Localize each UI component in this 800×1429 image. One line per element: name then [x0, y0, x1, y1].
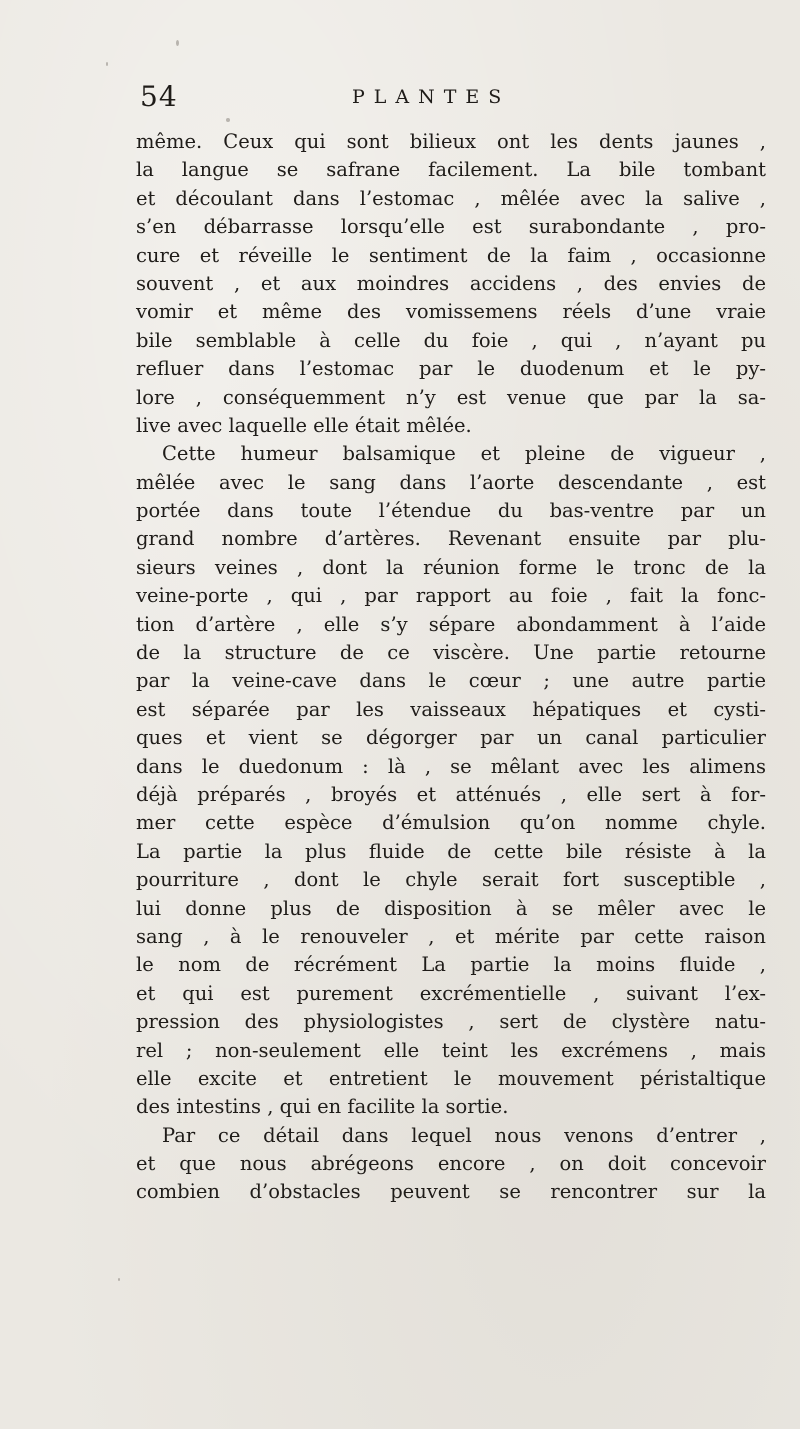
text-line: et que nous abrégeons encore , on doit concevoir: [136, 1152, 766, 1176]
text-line: et qui est purement excrémentielle , suivant l’ex-: [136, 981, 766, 1005]
text-line: grand nombre d’artères. Revenant ensuite par plu-: [136, 527, 766, 551]
text-line: veine-porte , qui , par rapport au foie , fait la fonc-: [136, 584, 766, 608]
paragraph-1: [136, 128, 766, 440]
text-line: elle excite et entretient le mouvement péristaltique: [136, 1066, 766, 1090]
running-title: PLANTES: [352, 86, 511, 108]
text-line: portée dans toute l’étendue du bas-ventre par un: [136, 499, 766, 523]
text-line: mêlée avec le sang dans l’aorte descendante , est: [136, 470, 766, 494]
text-line: par la veine-cave dans le cœur ; une autre partie: [136, 669, 766, 693]
text-line: souvent , et aux moindres accidens , des envies de: [136, 271, 766, 295]
text-line: de la structure de ce viscère. Une partie retourne: [136, 641, 766, 665]
paragraph-2: [136, 440, 766, 1121]
text-line: Cette humeur balsamique et pleine de vigueur ,: [162, 442, 766, 466]
text-line: lore , conséquemment n’y est venue que par la sa-: [136, 385, 766, 409]
paragraph-3: [136, 1122, 766, 1207]
text-line: la langue se safrane facilement. La bile tombant: [136, 158, 766, 182]
body-text: [136, 128, 766, 1207]
text-line: pourriture , dont le chyle serait fort susceptible ,: [136, 868, 766, 892]
text-line: tion d’artère , elle s’y sépare abondamment à l’aide: [136, 612, 766, 636]
text-line: Par ce détail dans lequel nous venons d’entrer ,: [162, 1123, 766, 1147]
text-line: le nom de récrément La partie la moins fluide ,: [136, 953, 766, 977]
text-line: déjà préparés , broyés et atténués , elle sert à for-: [136, 782, 766, 806]
page-header: [140, 80, 780, 124]
text-line: sang , à le renouveler , et mérite par cette raison: [136, 924, 766, 948]
text-line: mer cette espèce d’émulsion qu’on nomme chyle.: [136, 811, 766, 835]
text-line: bile semblable à celle du foie , qui , n’ayant pu: [136, 328, 766, 352]
page-number: 54: [140, 80, 178, 113]
text-line: refluer dans l’estomac par le duodenum et le py-: [136, 357, 766, 381]
text-line: ques et vient se dégorger par un canal particulier: [136, 726, 766, 750]
text-line: cure et réveille le sentiment de la faim , occasionne: [136, 243, 766, 267]
text-line: et découlant dans l’estomac , mêlée avec la salive ,: [136, 186, 766, 210]
text-line: des intestins , qui en facilite la sortie.: [136, 1095, 509, 1119]
text-line: est séparée par les vaisseaux hépatiques et cysti-: [136, 697, 766, 721]
paper-speck: [176, 40, 179, 46]
text-line: rel ; non-seulement elle teint les excrémens , mais: [136, 1038, 766, 1062]
text-line: pression des physiologistes , sert de clystère natu-: [136, 1010, 766, 1034]
text-line: vomir et même des vomissemens réels d’une vraie: [136, 300, 766, 324]
text-line: s’en débarrasse lorsqu’elle est surabondante , pro-: [136, 215, 766, 239]
text-line: La partie la plus fluide de cette bile résiste à la: [136, 839, 766, 863]
text-line: sieurs veines , dont la réunion forme le tronc de la: [136, 555, 766, 579]
text-line: combien d’obstacles peuvent se rencontrer sur la: [136, 1180, 766, 1204]
paper-speck: [118, 1278, 120, 1281]
text-line: lui donne plus de disposition à se mêler avec le: [136, 896, 766, 920]
text-line: même. Ceux qui sont bilieux ont les dents jaunes ,: [136, 130, 766, 153]
text-line: dans le duedonum : là , se mêlant avec les alimens: [136, 754, 766, 778]
text-line: live avec laquelle elle était mêlée.: [136, 413, 472, 437]
paper-speck: [106, 62, 108, 66]
